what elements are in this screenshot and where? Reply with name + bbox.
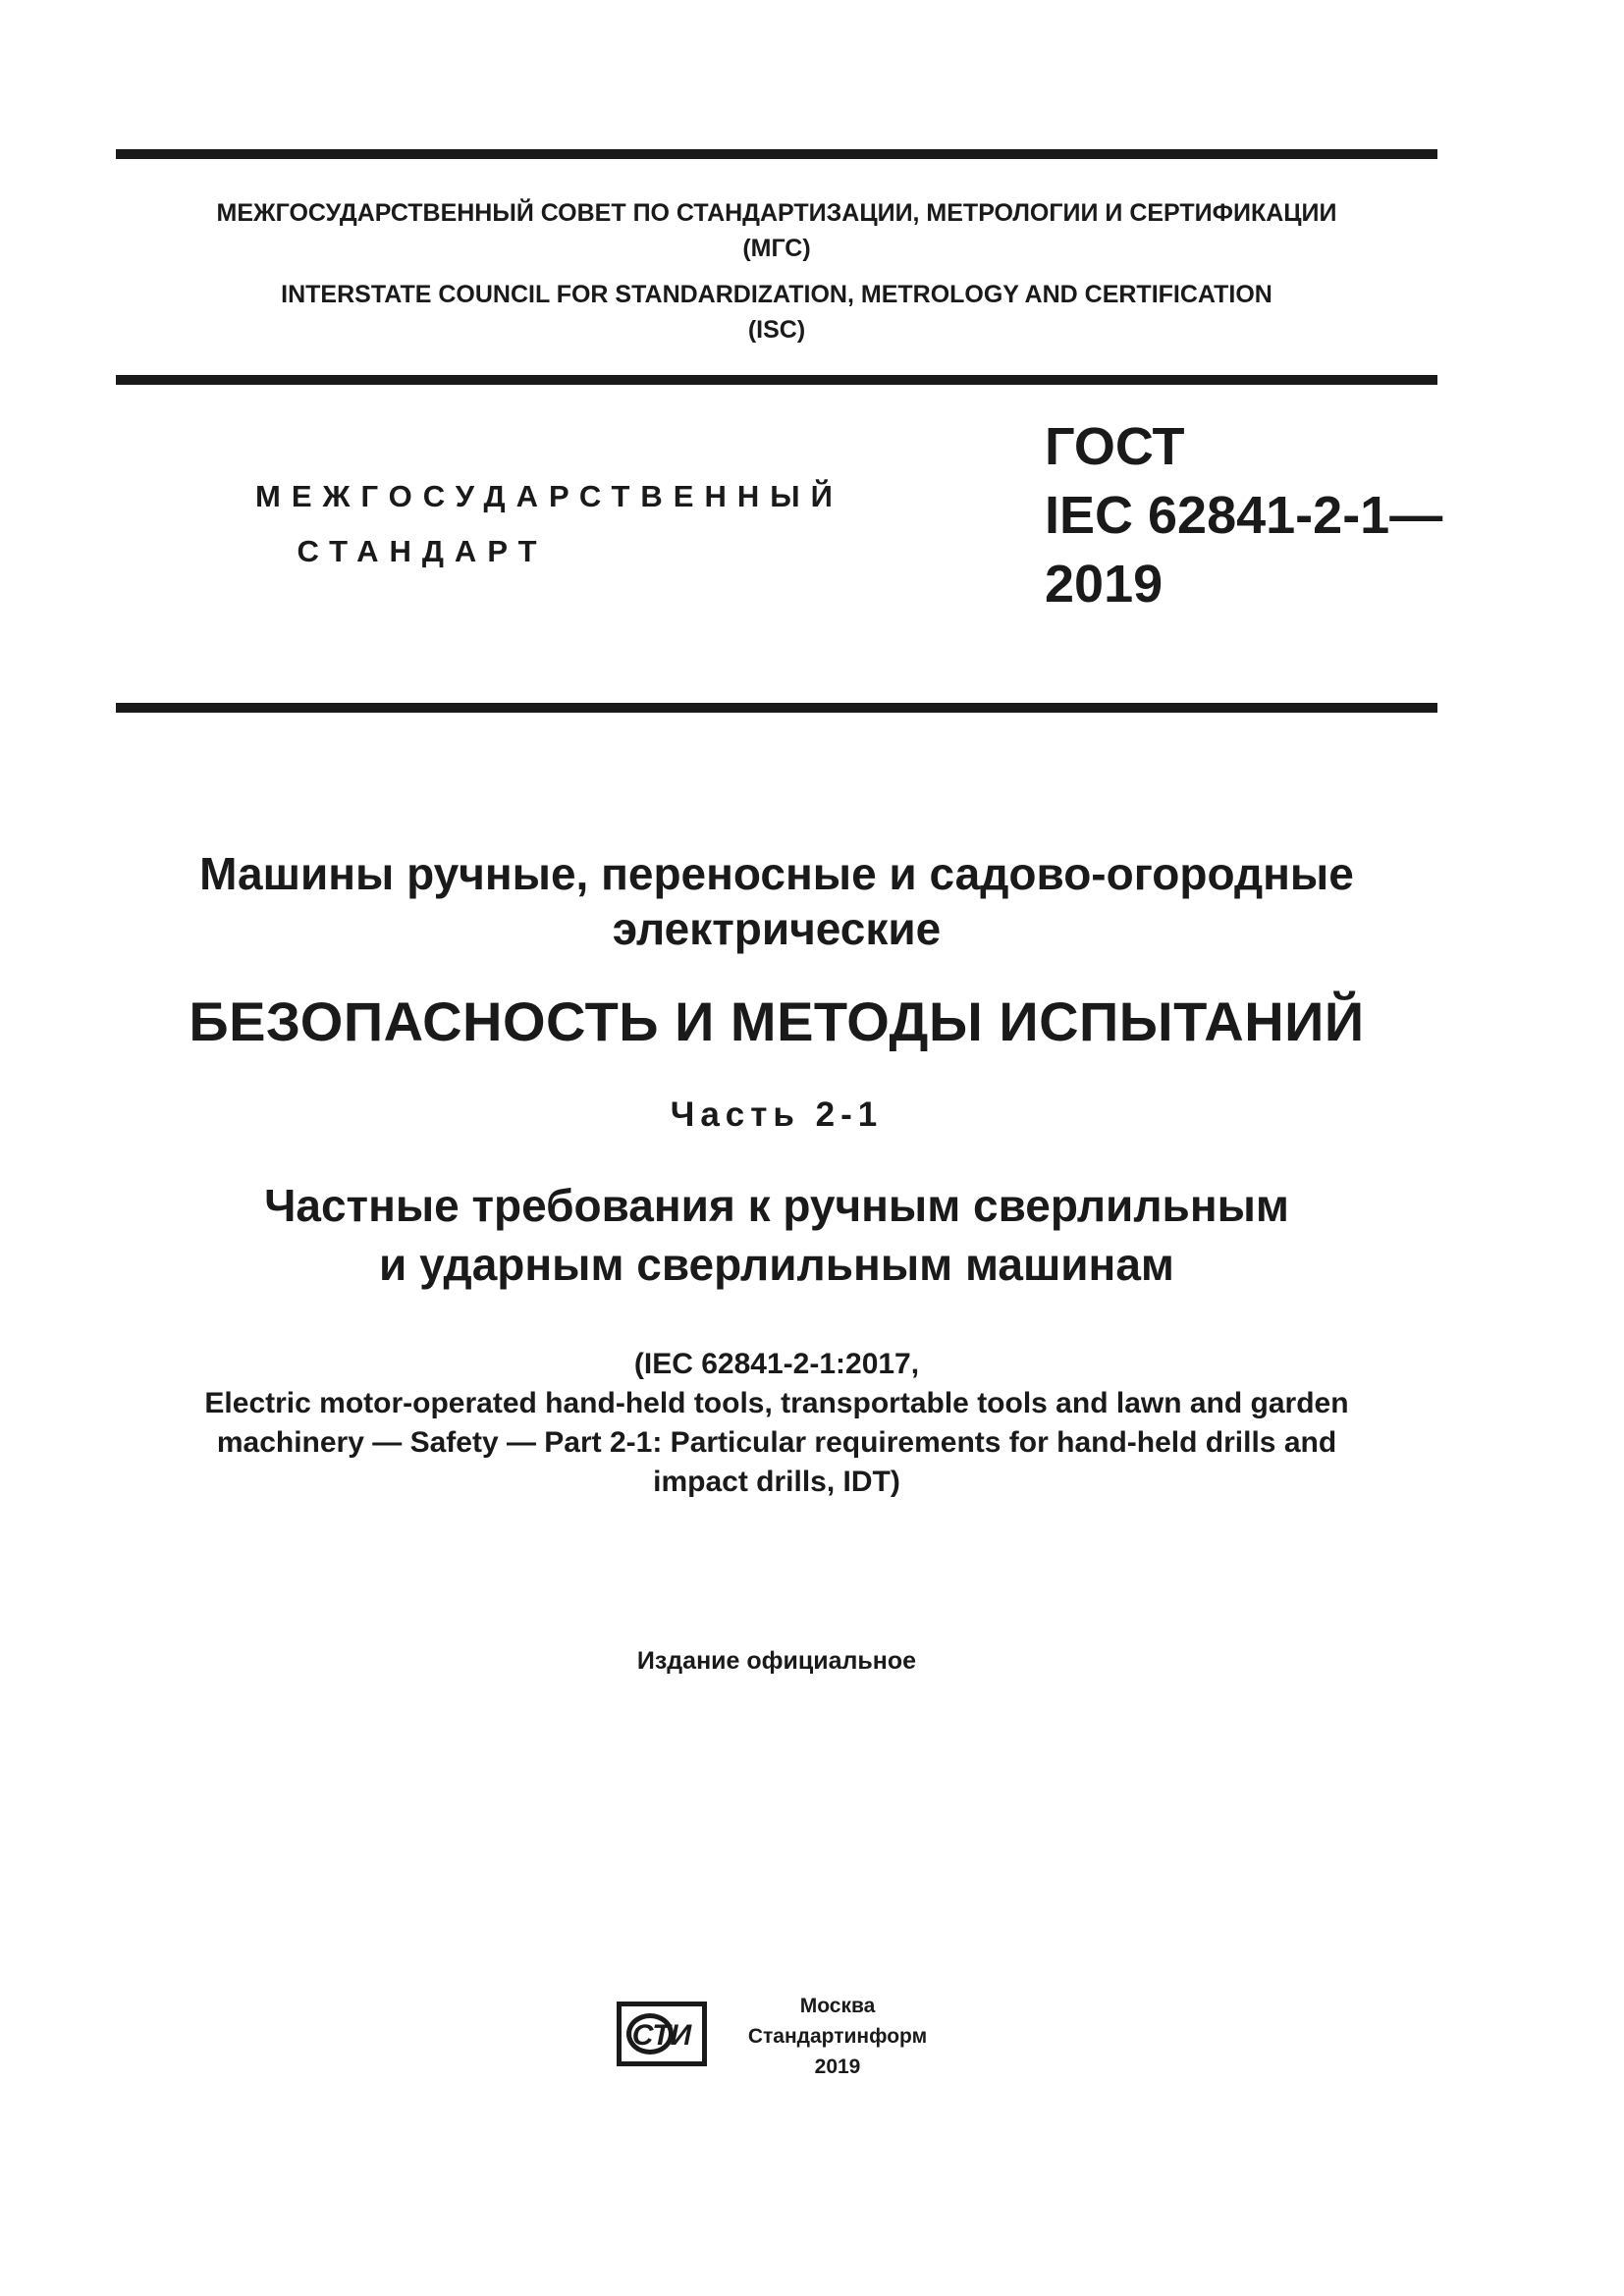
- standard-designation: [1045, 412, 1443, 618]
- iec-reference-line3: machinery — Safety — Part 2-1: Particular requirements for hand-held drills and: [216, 1426, 1337, 1459]
- iec-reference-line4: impact drills, IDT): [653, 1466, 900, 1498]
- standard-kind-line2: СТАНДАРТ: [297, 534, 548, 568]
- council-rule: [116, 375, 1437, 385]
- council-en-abbr: (ISC): [747, 316, 806, 344]
- designation-line2: IEC 62841-2-1—: [1045, 486, 1443, 545]
- publisher-info: [729, 1991, 947, 2082]
- part-subtitle-line1: Частные требования к ручным сверлильным: [264, 1180, 1289, 1231]
- standard-kind: [255, 469, 843, 579]
- safety-heading: БЕЗОПАСНОСТЬ И МЕТОДЫ ИСПЫТАНИЙ: [189, 990, 1365, 1052]
- part-subtitle-line2: и ударным сверлильным машинам: [379, 1239, 1174, 1290]
- top-rule: [116, 149, 1437, 159]
- edition-note: Издание официальное: [636, 1647, 917, 1675]
- part-number: Часть 2-1: [670, 1095, 884, 1134]
- document-title-line1: Машины ручные, переносные и садово-огородные: [199, 848, 1354, 899]
- publisher-year: 2019: [814, 2056, 861, 2078]
- part-subtitle: [116, 1176, 1437, 1294]
- council-ru-abbr: (МГС): [742, 235, 811, 262]
- publisher-name: Стандартинформ: [747, 2025, 928, 2048]
- iec-reference-line2: Electric motor-operated hand-held tools, transportable tools and lawn and garden: [204, 1387, 1349, 1419]
- iec-reference: [116, 1345, 1437, 1502]
- logo-text: СТИ: [631, 2019, 692, 2052]
- standartinform-logo-icon: [615, 2000, 709, 2068]
- document-title: [116, 846, 1437, 956]
- designation-line1: ГОСТ: [1045, 417, 1185, 476]
- designation-line3: 2019: [1045, 555, 1164, 614]
- council-en-name: INTERSTATE COUNCIL FOR STANDARDIZATION, METROLOGY AND CERTIFICATION: [281, 281, 1272, 308]
- document-title-line2: электрические: [612, 903, 942, 954]
- council-ru-name: МЕЖГОСУДАРСТВЕННЫЙ СОВЕТ ПО СТАНДАРТИЗАЦИИ, МЕТРОЛОГИИ И СЕРТИФИКАЦИИ: [216, 199, 1337, 227]
- iec-reference-line1: (IEC 62841-2-1:2017,: [633, 1348, 920, 1380]
- standard-kind-line1: МЕЖГОСУДАРСТВЕННЫЙ: [255, 479, 843, 513]
- header-rule: [116, 703, 1437, 713]
- publisher-city: Москва: [799, 1995, 876, 2017]
